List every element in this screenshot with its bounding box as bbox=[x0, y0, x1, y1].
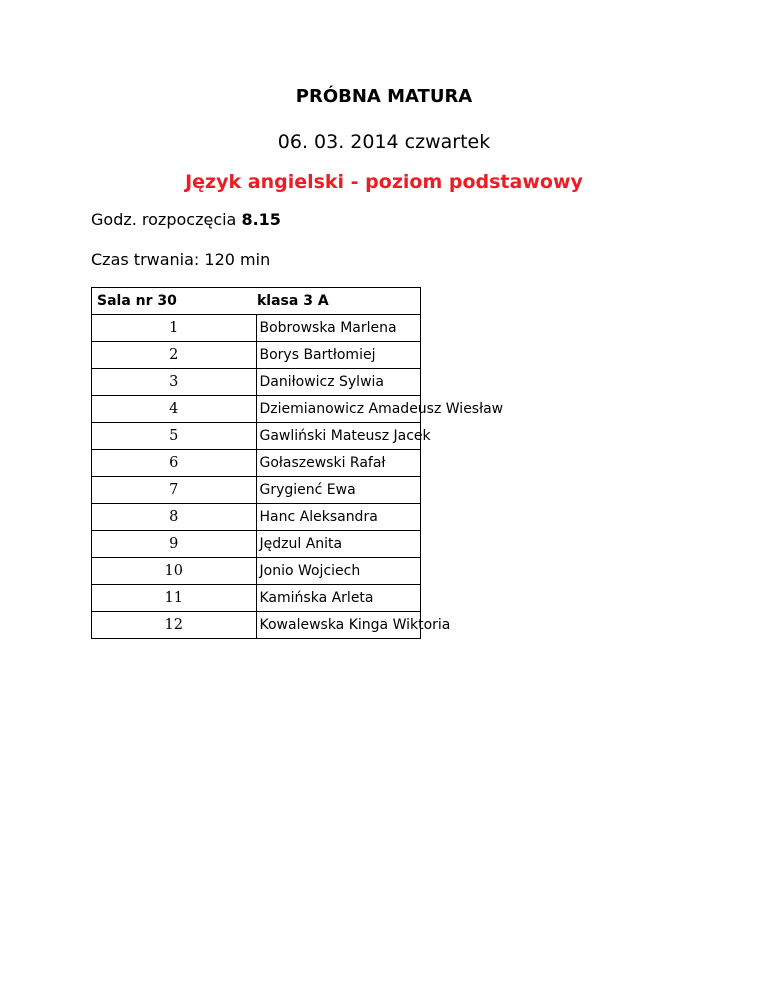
table-header-row bbox=[92, 288, 421, 315]
duration-line: Czas trwania: 120 min bbox=[91, 250, 271, 269]
row-number: 7 bbox=[92, 477, 257, 504]
table-row bbox=[92, 342, 421, 369]
row-number: 12 bbox=[92, 612, 257, 639]
start-time-value: 8.15 bbox=[241, 210, 281, 229]
table-row bbox=[92, 504, 421, 531]
student-name: Jonio Wojciech bbox=[256, 558, 421, 585]
student-table bbox=[91, 287, 504, 639]
student-name: Kowalewska Kinga Wiktoria bbox=[256, 612, 421, 639]
student-name: Gawliński Mateusz Jacek bbox=[256, 423, 421, 450]
table-row bbox=[92, 450, 421, 477]
table-row bbox=[92, 558, 421, 585]
start-time-line bbox=[91, 210, 281, 229]
exam-date: 06. 03. 2014 czwartek bbox=[277, 131, 491, 153]
row-number: 5 bbox=[92, 423, 257, 450]
class-label: klasa 3 A bbox=[257, 293, 329, 309]
table-row bbox=[92, 369, 421, 396]
table-row bbox=[92, 423, 421, 450]
row-number: 6 bbox=[92, 450, 257, 477]
row-number: 11 bbox=[92, 585, 257, 612]
exam-subject: Język angielski - poziom podstawowy bbox=[185, 171, 583, 193]
row-number: 3 bbox=[92, 369, 257, 396]
student-name: Grygienć Ewa bbox=[256, 477, 421, 504]
row-number: 1 bbox=[92, 315, 257, 342]
student-name: Hanc Aleksandra bbox=[256, 504, 421, 531]
table-row bbox=[92, 585, 421, 612]
document-title: PRÓBNA MATURA bbox=[295, 86, 473, 107]
student-name: Kamińska Arleta bbox=[256, 585, 421, 612]
row-number: 10 bbox=[92, 558, 257, 585]
table-row bbox=[92, 612, 421, 639]
student-name: Borys Bartłomiej bbox=[256, 342, 421, 369]
table-row bbox=[92, 477, 421, 504]
row-number: 9 bbox=[92, 531, 257, 558]
row-number: 2 bbox=[92, 342, 257, 369]
row-number: 8 bbox=[92, 504, 257, 531]
table-row bbox=[92, 396, 421, 423]
student-name: Daniłowicz Sylwia bbox=[256, 369, 421, 396]
student-name: Bobrowska Marlena bbox=[256, 315, 421, 342]
start-time-label: Godz. rozpoczęcia bbox=[91, 210, 242, 229]
student-name: Dziemianowicz Amadeusz Wiesław bbox=[256, 396, 421, 423]
room-label: Sala nr 30 bbox=[97, 293, 177, 309]
student-name: Jędzul Anita bbox=[256, 531, 421, 558]
row-number: 4 bbox=[92, 396, 257, 423]
student-name: Gołaszewski Rafał bbox=[256, 450, 421, 477]
table-header-cell bbox=[92, 288, 421, 315]
table-row bbox=[92, 315, 421, 342]
table-row bbox=[92, 531, 421, 558]
